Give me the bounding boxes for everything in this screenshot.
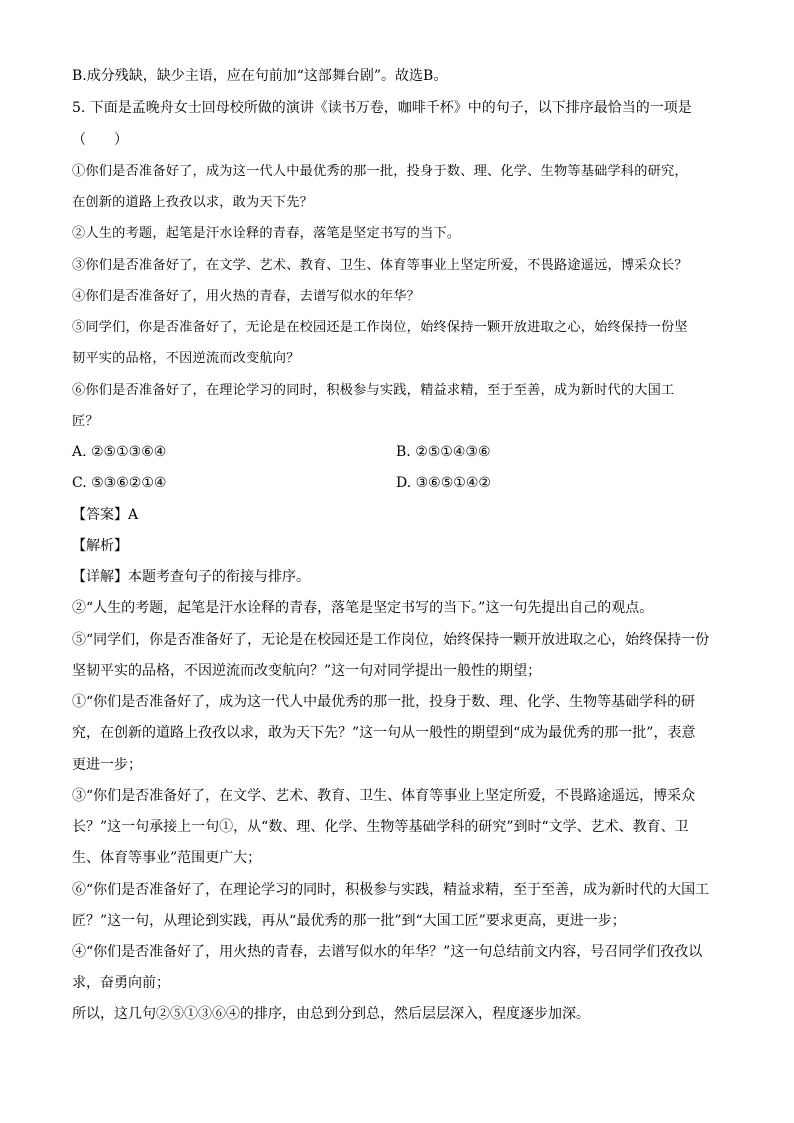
sentence-2: ②人生的考题，起笔是汗水诠释的青春，落笔是坚定书写的当下。: [72, 226, 461, 241]
explanation-conclusion: 所以，这几句②⑤①③⑥④的排序，由总到分到总，然后层层深入，程度逐步加深。: [72, 1006, 590, 1022]
explanation-line: ④“你们是否准备好了，用火热的青春，去谱写似水的年华？”这一句总结前文内容，号召同学们孜孜以: [72, 944, 703, 960]
explanation-line: 匠？”这一句，从理论到实践，再从“最优秀的那一批”到“大国工匠”要求更高，更进一步；: [72, 913, 626, 929]
explanation-line: 求，奋勇向前；: [72, 975, 170, 991]
option-c: C. ⑤③⑥②①④: [72, 475, 167, 491]
previous-answer-explanation: B.成分残缺，缺少主语，应在句前加“这部舞台剧”。故选B。: [72, 68, 448, 84]
option-a: A. ②⑤①③⑥④: [72, 444, 167, 460]
explanation-line: 究，在创新的道路上孜孜以求，敢为天下先？”这一句从一般性的期望到“成为最优秀的那一批”，表意: [72, 725, 696, 741]
sentence-6-line-2: 匠？: [72, 414, 99, 429]
analysis-label: 【解析】: [72, 538, 128, 554]
explanation-line: 长？”这一句承接上一句①，从“数、理、化学、生物等基础学科的研究”到时“文学、艺术、教育、卫: [72, 819, 689, 835]
explanation-line: 更进一步；: [72, 757, 142, 773]
sentence-5-line-2: 韧平实的品格，不因逆流而改变航向？: [72, 351, 300, 366]
answer-label: 【答案】A: [72, 507, 139, 523]
question-5-stem: 5. 下面是孟晚舟女士回母校所做的演讲《读书万卷，咖啡千杯》中的句子，以下排序最恰当的一项是: [72, 100, 692, 116]
explanation-line: 生、体育等事业”范围更广大；: [72, 850, 262, 866]
explanation-line: 【详解】本题考查句子的衔接与排序。: [72, 569, 310, 585]
explanation-line: ③“你们是否准备好了，在文学、艺术、教育、卫生、体育等事业上坚定所爱，不畏路途遥远，博采众: [72, 788, 696, 804]
option-d: D. ③⑥⑤①④②: [396, 475, 491, 491]
explanation-line: ②“人生的考题，起笔是汗水诠释的青春，落笔是坚定书写的当下。”这一句先提出自己的观点。: [72, 600, 654, 616]
sentence-5-line-1: ⑤同学们，你是否准备好了，无论是在校园还是工作岗位，始终保持一颗开放进取之心，始终保持一份坚: [72, 320, 688, 335]
option-b: B. ②⑤①④③⑥: [396, 444, 491, 460]
sentence-1-line-2: 在创新的道路上孜孜以求，敢为天下先？: [72, 195, 313, 210]
sentence-1-line-1: ①你们是否准备好了，成为这一代人中最优秀的那一批，投身于数、理、化学、生物等基础学科的研究，: [72, 164, 688, 179]
explanation-line: ⑥“你们是否准备好了，在理论学习的同时，积极参与实践，精益求精，至于至善，成为新时代的大国工: [72, 882, 710, 898]
explanation-line: ①“你们是否准备好了，成为这一代人中最优秀的那一批，投身于数、理、化学、生物等基础学科的研: [72, 694, 696, 710]
explanation-line: 坚韧平实的品格，不因逆流而改变航向？”这一句对同学提出一般性的期望；: [72, 663, 542, 679]
question-5-blank: （ ）: [72, 132, 128, 148]
explanation-line: ⑤“同学们，你是否准备好了，无论是在校园还是工作岗位，始终保持一颗开放进取之心，始终保持一份: [72, 632, 710, 648]
sentence-3: ③你们是否准备好了，在文学、艺术、教育、卫生、体育等事业上坚定所爱，不畏路途遥远，博采众长？: [72, 258, 688, 273]
sentence-4: ④你们是否准备好了，用火热的青春，去谱写似水的年华？: [72, 289, 421, 304]
sentence-6-line-1: ⑥你们是否准备好了，在理论学习的同时，积极参与实践，精益求精，至于至善，成为新时代的大国工: [72, 383, 675, 398]
